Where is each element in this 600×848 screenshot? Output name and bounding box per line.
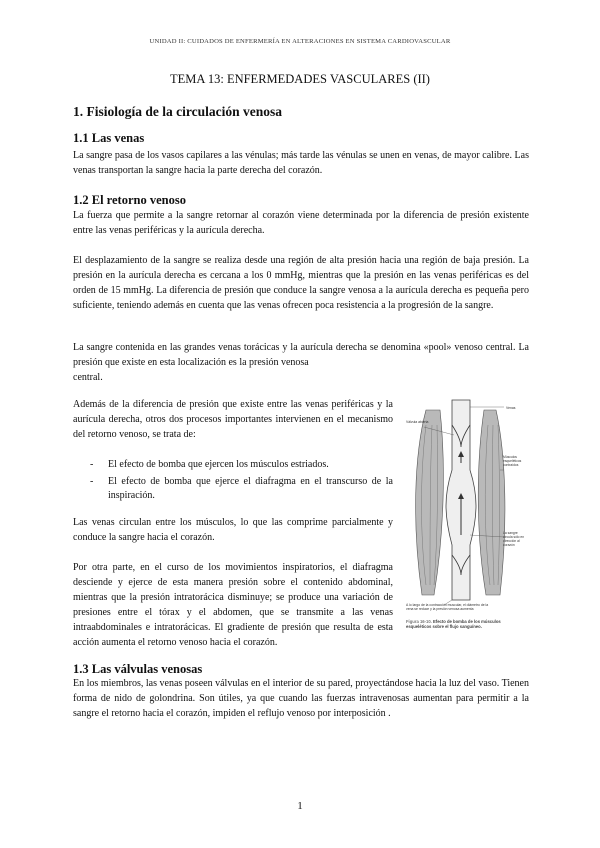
figure-caption: Figura 16-10. Efecto de bomba de los músculos esqueléticos sobre el flujo sanguíneo.: [406, 619, 501, 629]
figure-label-valvula: Válvula abierta: [406, 420, 429, 424]
page-title: TEMA 13: ENFERMEDADES VASCULARES (II): [170, 72, 430, 86]
figure-label-venas: Venas: [506, 406, 516, 410]
retorno-paragraph-2: El desplazamiento de la sangre se realiza desde una región de alta presión hacia una región de baja presión. La presión en la aurícula derecha es cercana a los 0 mmHg, mientras que la presión en las venas periféricas es del orden de 15 mmHg. La diferencia de presión que conduce la sangre venosa a la aurícula derecha es pequeña pero suficiente, teniendo además en cuenta que las venas ofrecen poca resistencia a la progresión de la sangre.: [73, 255, 529, 311]
list-item: - El efecto de bomba que ejercen los músculos estriados.: [90, 459, 329, 470]
section-1-1-heading: 1.1 Las venas: [73, 131, 145, 145]
valvulas-paragraph: En los miembros, las venas poseen válvulas en el interior de su pared, proyectándose hacia la luz del vaso. Tienen forma de nido de golondrina. Son útiles, ya que cuando las fuerzas intravenosas aumentan para permitir a la sangre el retorno hacia el corazón, impiden el reflujo venoso por interposición .: [73, 678, 529, 719]
retorno-paragraph-4: Además de la diferencia de presión que existe entre las venas periféricas y la aurícula derecha, otros dos procesos importantes intervienen en el mecanismo del retorno venoso, se trata de:: [73, 399, 393, 440]
section-1-3-heading: 1.3 Las válvulas venosas: [73, 662, 203, 676]
running-header: UNIDAD II: CUIDADOS DE ENFERMERÍA EN ALTERACIONES EN SISTEMA CARDIOVASCULAR: [149, 38, 451, 45]
figure-label-musculos: Músculos esqueléticos contraídos: [503, 455, 522, 467]
list-item: - El efecto de bomba que ejerce el diafragma en el transcurso de la inspiración.: [90, 475, 393, 501]
page-number: 1: [297, 800, 303, 812]
retorno-paragraph-6: Por otra parte, en el curso de los movimientos inspiratorios, el diafragma desciende y ejerce de esta manera presión sobre el contenido abdominal, mientras que la presión intratorácica disminuye; se produce una variación de presiones entre el tórax y el abdomen, que se transmite a las venas intraabdominales e intratorácicas. El gradiente de presión que resulta de esta acción aumenta el retorno venoso hacia el corazón.: [73, 562, 393, 648]
muscle-pump-figure: [404, 395, 528, 638]
retorno-paragraph-3: La sangre contenida en las grandes venas torácicas y la aurícula derecha se denomina «pool» venoso central. La presión que existe en esta localización es la presión venosa: [73, 342, 529, 368]
section-1-1-paragraph: La sangre pasa de los vasos capilares a las vénulas; más tarde las vénulas se unen en venas, de mayor calibre. Las venas transportan la sangre hacia la parte derecha del corazón.: [73, 150, 529, 176]
pump-effects-list: [90, 458, 393, 506]
section-1-heading: 1. Fisiología de la circulación venosa: [73, 104, 282, 119]
retorno-paragraph-3-end: central.: [73, 372, 103, 383]
retorno-paragraph-1: La fuerza que permite a la sangre retornar al corazón viene determinada por la diferencia de presión existente entre las venas periféricas y la aurícula derecha.: [73, 210, 529, 236]
figure-label-sangre: La sangre circula sólo en dirección al corazón: [503, 531, 525, 547]
section-1-2-heading: 1.2 El retorno venoso: [73, 193, 186, 207]
retorno-paragraph-5: Las venas circulan entre los músculos, lo que las comprime parcialmente y conduce la sangre hacia el corazón.: [73, 517, 393, 543]
figure-label-bottom: A lo largo de la contracción muscular, el diámetro de la vena se reduce y la presión venosa aumenta: [406, 603, 489, 612]
